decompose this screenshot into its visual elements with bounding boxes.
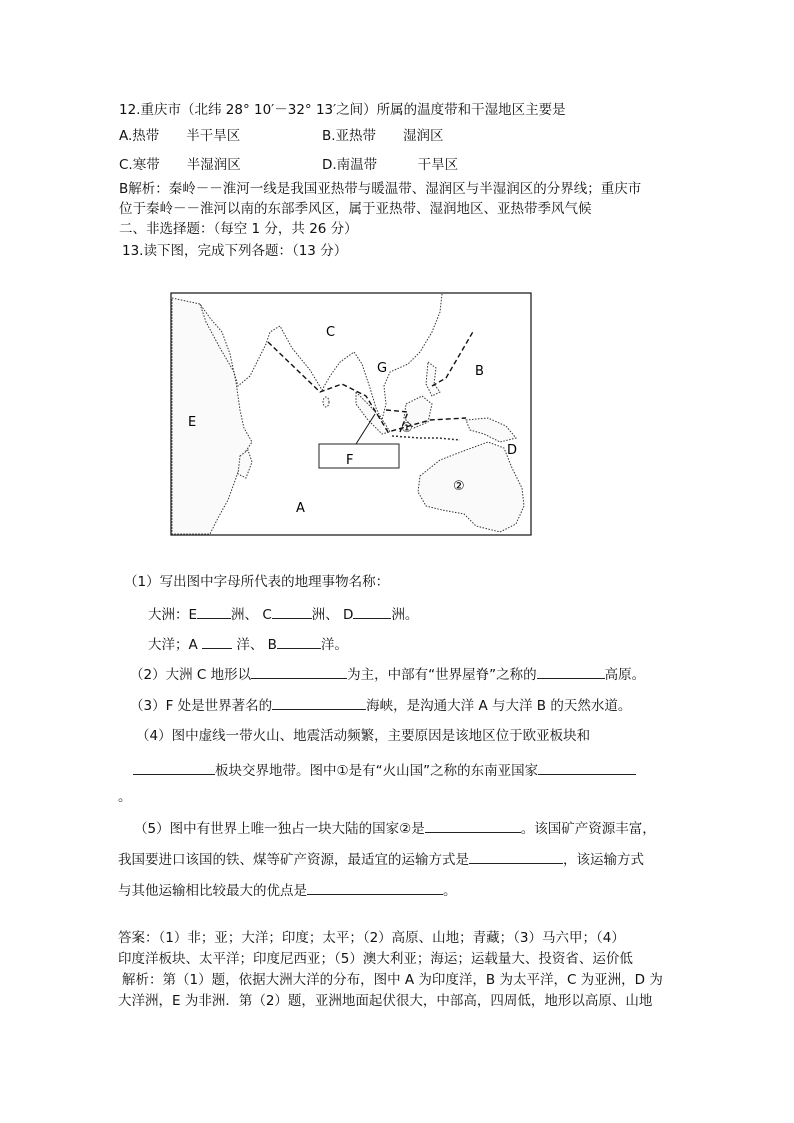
q12-analysis-line1: B解析：秦岭－－淮河一线是我国亚热带与暖温带、湿润区与半湿润区的分界线；重庆市 <box>119 181 642 197</box>
map-label-c: C <box>326 325 336 340</box>
q13-p5-line2 <box>118 849 644 869</box>
blank-country-2[interactable] <box>425 818 521 833</box>
q12-option-d: D.南温带 干旱区 <box>322 157 459 173</box>
q13-p5-l2-post: ，该运输方式 <box>563 852 644 868</box>
continent-c-label: 洲、 C <box>231 607 272 623</box>
region-map <box>170 292 532 536</box>
map-label-b: B <box>475 364 484 379</box>
q13-p4-line2 <box>133 760 636 780</box>
q13-p2-post: 高原。 <box>604 667 646 683</box>
continent-e-label: 大洲：E <box>148 607 198 623</box>
section2-heading: 二、非选择题：（每空 1 分，共 26 分） <box>119 221 358 237</box>
blank-strait-name[interactable] <box>272 695 366 710</box>
map-label-f: F <box>346 453 354 468</box>
q12-option-b: B.亚热带 湿润区 <box>322 128 444 144</box>
q13-p4-mid: 板块交界地带。图中①是有“火山国”之称的东南亚国家 <box>215 763 539 779</box>
blank-terrain-type[interactable] <box>251 664 347 679</box>
q13-p5-l2-pre: 我国要进口该国的铁、煤等矿产资源，最适宜的运输方式是 <box>118 852 469 868</box>
map-label-a: A <box>296 501 305 516</box>
q13-p1-title: （1）写出图中字母所代表的地理事物名称： <box>124 574 390 590</box>
q13-p5-l3-pre: 与其他运输相比较最大的优点是 <box>118 883 307 899</box>
blank-transport-mode[interactable] <box>469 849 563 864</box>
blank-plateau-name[interactable] <box>537 664 605 679</box>
q13-analysis-line2: 大洋洲，E 为非洲．第（2）题，亚洲地面起伏很大，中部高，四周低，地形以高原、山地 <box>118 993 653 1009</box>
q13-analysis-line1: 解析：第（1）题，依据大洲大洋的分布，图中 A 为印度洋，B 为太平洋，C 为亚洲，D 为 <box>122 972 663 988</box>
blank-continent-c[interactable] <box>272 604 312 619</box>
ocean-end-label: 洋。 <box>320 637 348 653</box>
q13-p3-post: 海峡，是沟通大洋 A 与大洋 B 的天然水道。 <box>366 698 632 714</box>
q13-stem: 13.读下图，完成下列各题：（13 分） <box>122 243 348 259</box>
q13-p5-line3 <box>118 880 457 900</box>
q13-p2-mid: 为主，中部有“世界屋脊”之称的 <box>347 667 537 683</box>
blank-ocean-b[interactable] <box>277 634 321 649</box>
blank-continent-e[interactable] <box>197 604 231 619</box>
q13-answer-line2: 印度洋板块、太平洋；印度尼西亚；（5）澳大利亚；海运；运载量大、投资省、运价低 <box>118 951 633 967</box>
q13-p1-line1 <box>148 604 418 624</box>
map-label-2: ② <box>453 479 465 494</box>
continent-d-label: 洲、 D <box>311 607 354 623</box>
map-label-1: ① <box>401 421 413 436</box>
q12-analysis-line2: 位于秦岭－－淮河以南的东部季风区，属于亚热带、湿润地区、亚热带季风气候 <box>119 201 592 217</box>
q13-p5-line1 <box>134 818 656 838</box>
ocean-a-label: 大洋；A <box>148 637 198 653</box>
map-label-d: D <box>507 443 518 458</box>
q12-option-c: C.寒带 半湿润区 <box>119 157 241 173</box>
q13-answer-line1: 答案：（1）非；亚；大洋；印度；太平；（2）高原、山地；青藏；（3）马六甲；（4） <box>118 930 625 946</box>
q13-p4-line3: 。 <box>118 789 132 805</box>
sri-lanka-landmass <box>323 397 329 407</box>
map-label-e: E <box>188 415 197 430</box>
blank-ocean-a[interactable] <box>202 634 232 649</box>
blank-volcano-country[interactable] <box>538 760 636 775</box>
blank-continent-d[interactable] <box>353 604 391 619</box>
q13-p4-line1: （4）图中虚线一带火山、地震活动频繁，主要原因是该地区位于欧亚板块和 <box>136 728 591 744</box>
q13-p5-l1-post: 。该国矿产资源丰富， <box>520 821 656 837</box>
q12-stem: 12.重庆市（北纬 28° 10′－32° 13′之间）所属的温度带和干湿地区主要是 <box>119 102 566 118</box>
blank-transport-advantage[interactable] <box>307 880 443 895</box>
map-label-g: G <box>377 361 388 376</box>
q13-p3 <box>130 695 631 715</box>
continent-end-label: 洲。 <box>391 607 419 623</box>
ocean-b-label: 洋、 B <box>236 637 277 653</box>
q13-p5-l3-post: 。 <box>443 883 457 899</box>
q13-p1-line2 <box>148 634 348 654</box>
q12-option-a: A.热带 半干旱区 <box>119 128 241 144</box>
q13-p2 <box>130 664 645 684</box>
strait-label-box <box>319 444 399 468</box>
blank-plate-name[interactable] <box>133 760 215 775</box>
q13-p2-pre: （2）大洲 C 地形以 <box>130 667 252 683</box>
q13-p5-l1-pre: （5）图中有世界上唯一独占一块大陆的国家②是 <box>134 821 425 837</box>
q13-p3-pre: （3）F 处是世界著名的 <box>130 698 273 714</box>
